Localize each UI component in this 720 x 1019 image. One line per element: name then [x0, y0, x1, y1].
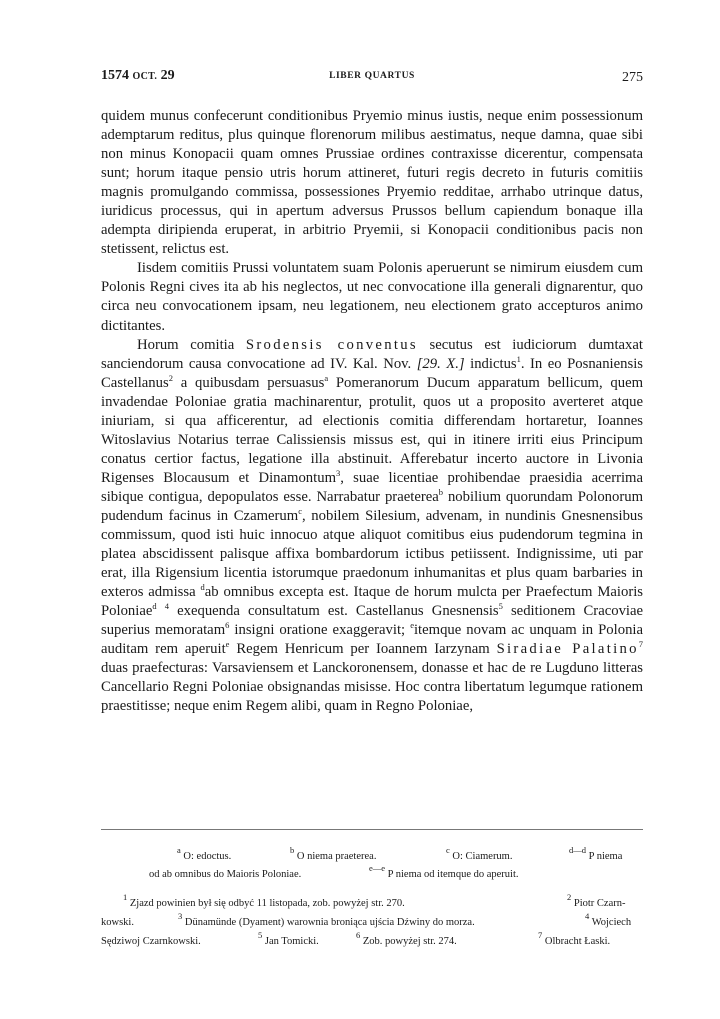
main-text	[101, 107, 643, 717]
variant-ref: d	[152, 601, 157, 612]
variant-text: O: Ciamerum.	[452, 851, 513, 862]
running-header	[101, 68, 643, 92]
explanatory-footnotes	[101, 892, 643, 951]
text-span: seditionem Cracoviae superius memoratam	[101, 603, 644, 639]
footnote-4	[585, 910, 632, 933]
text-span: Pomeranorum Ducum apparatum bellicum, quem invadendae Poloniae gratia machinarentur, protulit, quos ut a proposito averteret atque iniuriam, si qua afficerentur, ad electionis comitia differendam hortaretur, Ioannes Witoslavius Notarius terrae Calissiensis missus est, qui in itinere irriti eius Principum conatus certior factus, legatione illa abstinuit. Afferebatur incerto auctore in Livonia Rigenses Blocausum et Dinamontum	[101, 374, 644, 486]
footnote-mark: 7	[538, 929, 543, 940]
text-span: , suae licentiae prohibendae praesidia acerrima sibique contigua, depopulatos esse. Narrabatur praeterea	[101, 469, 643, 505]
footnote-7	[538, 929, 611, 952]
footnote-2-continued: kowski.	[101, 916, 134, 928]
footnote-6	[356, 929, 457, 952]
variant-mark: e—e	[369, 862, 386, 873]
paragraph-3	[101, 336, 643, 717]
footnote-mark: 1	[123, 892, 128, 902]
footnote-ref: 6	[225, 620, 230, 631]
textual-variants	[101, 845, 643, 883]
header-book-title: LIBER QUARTUS	[329, 71, 415, 81]
footnote-ref: 2	[168, 372, 173, 383]
text-span: duas praefecturas: Varsaviensem et Lanckoronensem, donasse et hac de re Lugduno litteras Cancellario Regni Poloniae obsignandas misisse. Hoc contra libertatum legumque rationem praestitisse; neque enim Regem alibi, quam in Regno Poloniae,	[101, 660, 643, 715]
text-span: a quibusdam persuasus	[180, 374, 325, 391]
text-span: indictus	[470, 355, 517, 372]
variant-ref: a	[324, 372, 329, 383]
spaced-place-name: Srodensis conventus	[245, 336, 418, 353]
footnote-1	[123, 892, 405, 914]
header-month: OCT.	[132, 71, 158, 82]
text-span: insigni oratione exaggeravit;	[234, 622, 406, 639]
variant-ref: b	[438, 486, 444, 497]
footnote-mark: 3	[178, 910, 183, 921]
footnote-text: Jan Tomicki.	[264, 935, 319, 947]
text-span: secutus est iudiciorum dumtaxat sanciendorum causa convocatione ad IV. Kal. Nov.	[101, 336, 643, 372]
variant-c	[446, 845, 513, 866]
footnote-separator	[101, 829, 643, 830]
variant-ref: e	[225, 639, 230, 650]
variant-d	[569, 845, 623, 866]
header-day: 29	[160, 68, 175, 83]
variant-mark: c	[446, 845, 450, 855]
paragraph-1: quidem munus confecerunt conditionibus Pryemio minus iustis, neque enim possessionum ademptarum reditus, plus quinque florenorum milibus aestimatus, neque damna, quae sibi non minus Konopacii quam omnes Prussiae ordines contraxisse dicerentur, compensata sunt; horum itaque pensio utris horum attineret, futuri regis decreto in futuris comitiis magnis promulgando commissa, possessiones Pryemio redditae, arrhabo utrinque datus, iuridicus processus, qui in apertum adversus Prussos bellum capiendum bonaque illa adempta diripienda eruperat, in arbitrio Pryemii, si Konopacii conditionibus pacis non stetissent, relictus est.	[101, 108, 643, 258]
variant-row	[101, 862, 643, 884]
footnote-4-continued: Sędziwoj Czarnkowski.	[101, 935, 201, 947]
variant-text: O: edoctus.	[183, 851, 232, 862]
footnote-mark: 4	[585, 910, 590, 921]
footnote-ref: 7	[638, 639, 644, 650]
variant-ref: e	[410, 620, 414, 631]
footnote-text: Zjazd powinien był się odbyć 11 listopada, zob. powyżej str. 270.	[129, 898, 405, 909]
footnote-text: Olbracht Łaski.	[544, 935, 611, 947]
footnote-5	[258, 929, 319, 952]
variant-e	[369, 862, 519, 884]
footnote-row	[101, 929, 643, 952]
footnote-3	[178, 910, 475, 933]
footnote-text: Zob. powyżej str. 274.	[362, 935, 457, 947]
variant-ref: c	[298, 505, 302, 516]
variant-a	[177, 845, 232, 866]
footnote-row	[101, 892, 643, 914]
variant-mark: d—d	[569, 845, 586, 855]
footnote-ref: 1	[516, 353, 521, 364]
text-span: Horum comitia	[137, 336, 235, 353]
footnote-row	[101, 910, 643, 933]
footnote-ref: 5	[498, 601, 503, 612]
footnote-ref: 3	[336, 467, 341, 478]
page-number: 275	[622, 70, 643, 85]
variant-mark: a	[177, 845, 181, 855]
variant-b	[290, 845, 377, 866]
variant-text: P niema od itemque do aperuit.	[387, 868, 519, 880]
footnote-mark: 2	[567, 892, 572, 902]
text-span: ab omnibus excepta est. Itaque de horum mulcta per Praefectum Maioris Poloniae	[101, 584, 644, 620]
footnote-text: Dünamünde (Dyament) warownia broniąca ujścia Dźwiny do morza.	[184, 916, 475, 928]
text-span: nobilium quorundam Polonorum pudendum facinus in Czamerum	[101, 488, 644, 524]
variant-ref: d	[200, 582, 205, 593]
footnote-ref: 4	[164, 601, 169, 612]
paragraph-2: Iisdem comitiis Prussi voluntatem suam Polonis aperuerunt se nimirum eiusdem cum Polonis Regni cives ita ab his neglectos, ut nec convocatione illa generali dignarentur, quo circa neu convocationem ipsam, neu legationem, neu electionem grato accepturos animo dictitantes.	[101, 260, 643, 334]
footnote-text: Piotr Czarn-	[573, 898, 626, 909]
footnote-2	[567, 892, 626, 914]
variant-d-continued: od ab omnibus do Maioris Poloniae.	[149, 868, 302, 880]
text-span: , nobilem Silesium, advenam, in nundinis Gnesnensibus commissum, quod isti huic innocuo atque aliquot comitibus eius pudendorum tegmina in platea abscidissent palisque affixa bombardorum ictibus petiissent. Indignissime, uti par erat, illa Rigensium licentia istorumque praedonum inhumanitas et plus quam barbaries in exteros admissa	[101, 507, 643, 601]
footnote-mark: 5	[258, 929, 263, 940]
variant-text: P niema	[588, 851, 623, 862]
text-span: Regem Henricum per Ioannem Iarzynam	[236, 641, 490, 658]
footnote-text: Wojciech	[591, 916, 632, 928]
text-span: . In eo Posnaniensis Castellanus	[101, 355, 643, 391]
footnote-mark: 6	[356, 929, 361, 940]
variant-mark: b	[290, 845, 295, 855]
editorial-date: [29. X.]	[416, 355, 465, 372]
variant-text: O niema praeterea.	[296, 851, 377, 862]
text-span: exequenda consultatum est. Castellanus Gnesnensis	[177, 603, 499, 620]
spaced-title: Siradiae Palatino	[496, 641, 639, 658]
text-span: itemque novam ac unquam in Polonia auditam rem aperuit	[101, 622, 644, 658]
header-year: 1574	[101, 68, 129, 83]
